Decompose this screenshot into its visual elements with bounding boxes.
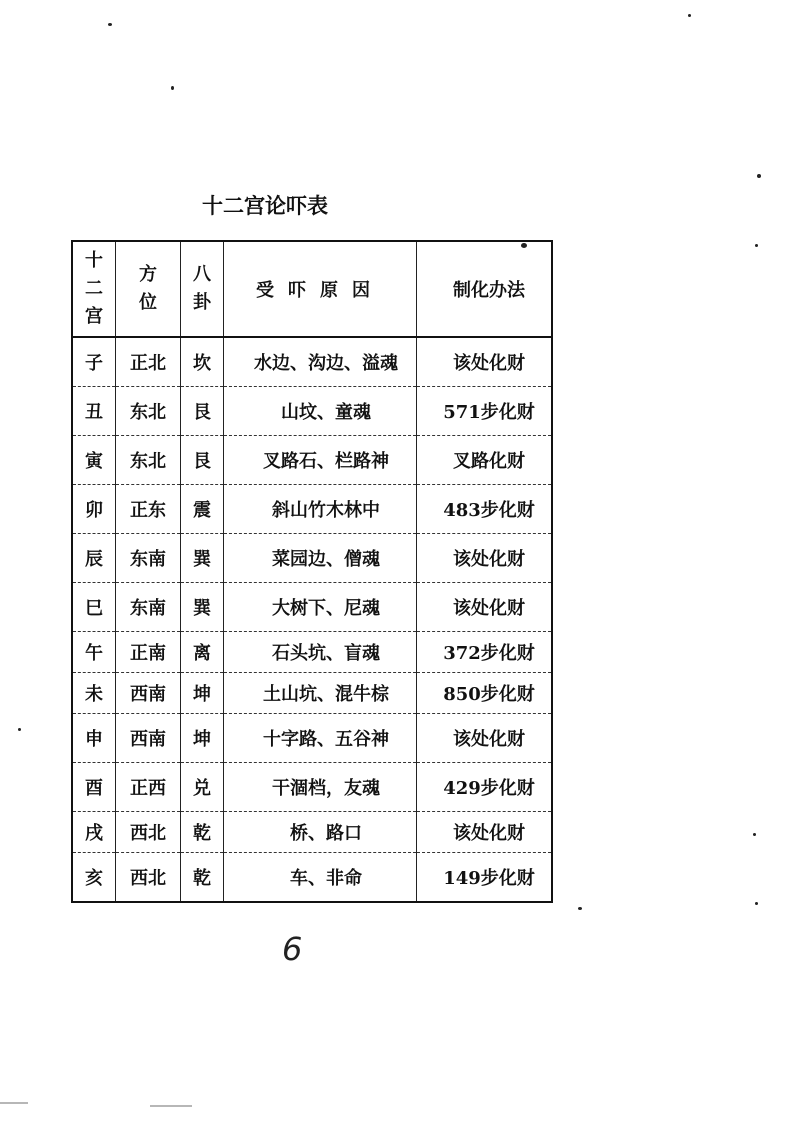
cell-direction: 西南 [116, 673, 181, 714]
cell-palace: 子 [72, 337, 116, 387]
cell-cause: 斜山竹木林中 [224, 485, 417, 534]
table-row [72, 673, 552, 714]
cell-palace: 巳 [72, 583, 116, 632]
table-title: 十二宫论吓表 [202, 194, 328, 218]
scan-speck [688, 14, 691, 17]
table-row [72, 632, 552, 673]
table-row [72, 534, 552, 583]
cell-cause: 菜园边、僧魂 [224, 534, 417, 583]
cell-palace: 酉 [72, 763, 116, 812]
cell-cause: 大树下、尼魂 [224, 583, 417, 632]
cell-palace: 午 [72, 632, 116, 673]
cell-direction: 东南 [116, 583, 181, 632]
table-row [72, 853, 552, 903]
table-row [72, 812, 552, 853]
cell-remedy: 该处化财 [417, 812, 553, 853]
table-row [72, 714, 552, 763]
cell-cause: 干涸档，友魂 [224, 763, 417, 812]
cell-palace: 申 [72, 714, 116, 763]
cell-remedy: 叉路化财 [417, 436, 553, 485]
header-trigram: 八卦 [181, 241, 224, 337]
header-cause: 受吓原因 [224, 241, 417, 337]
cell-trigram: 坤 [181, 673, 224, 714]
cell-palace: 辰 [72, 534, 116, 583]
cell-direction: 正东 [116, 485, 181, 534]
cell-cause: 十字路、五谷神 [224, 714, 417, 763]
table-row [72, 583, 552, 632]
page-number: 6 [282, 930, 303, 968]
cell-remedy: 该处化财 [417, 583, 553, 632]
table-row [72, 436, 552, 485]
cell-trigram: 巽 [181, 534, 224, 583]
cell-palace: 寅 [72, 436, 116, 485]
table-row [72, 763, 552, 812]
cell-trigram: 坎 [181, 337, 224, 387]
table-header-row [72, 241, 552, 337]
cell-direction: 正西 [116, 763, 181, 812]
scan-speck [18, 728, 21, 731]
table-row [72, 387, 552, 436]
cell-cause: 水边、沟边、溢魂 [224, 337, 417, 387]
cell-remedy: 该处化财 [417, 714, 553, 763]
header-direction: 方位 [116, 241, 181, 337]
scan-smudge [150, 1105, 192, 1107]
scan-speck [755, 902, 758, 905]
scan-speck [521, 243, 527, 248]
scan-speck [757, 174, 761, 178]
scan-speck [171, 86, 174, 90]
cell-remedy: 该处化财 [417, 337, 553, 387]
cell-direction: 正北 [116, 337, 181, 387]
cell-palace: 丑 [72, 387, 116, 436]
cell-palace: 卯 [72, 485, 116, 534]
cell-direction: 正南 [116, 632, 181, 673]
header-remedy: 制化办法 [417, 241, 553, 337]
cell-trigram: 乾 [181, 853, 224, 903]
cell-cause: 石头坑、盲魂 [224, 632, 417, 673]
cell-direction: 东北 [116, 387, 181, 436]
scan-speck [755, 244, 758, 247]
scan-smudge [0, 1102, 28, 1104]
cell-trigram: 震 [181, 485, 224, 534]
cell-remedy: 571步化财 [417, 387, 553, 436]
cell-direction: 东南 [116, 534, 181, 583]
scan-speck [578, 907, 582, 910]
cell-direction: 西北 [116, 853, 181, 903]
cell-trigram: 乾 [181, 812, 224, 853]
table-row [72, 485, 552, 534]
cell-cause: 车、非命 [224, 853, 417, 903]
cell-trigram: 巽 [181, 583, 224, 632]
cell-remedy: 该处化财 [417, 534, 553, 583]
twelve-palaces-table [71, 240, 553, 903]
cell-remedy: 429步化财 [417, 763, 553, 812]
cell-palace: 未 [72, 673, 116, 714]
cell-remedy: 483步化财 [417, 485, 553, 534]
cell-cause: 土山坑、混牛棕 [224, 673, 417, 714]
cell-trigram: 离 [181, 632, 224, 673]
cell-direction: 西南 [116, 714, 181, 763]
cell-remedy: 850步化财 [417, 673, 553, 714]
cell-trigram: 艮 [181, 387, 224, 436]
scan-speck [108, 23, 112, 26]
cell-palace: 亥 [72, 853, 116, 903]
cell-trigram: 艮 [181, 436, 224, 485]
cell-trigram: 兑 [181, 763, 224, 812]
cell-direction: 东北 [116, 436, 181, 485]
cell-cause: 桥、路口 [224, 812, 417, 853]
cell-cause: 叉路石、栏路神 [224, 436, 417, 485]
cell-cause: 山坟、童魂 [224, 387, 417, 436]
cell-trigram: 坤 [181, 714, 224, 763]
cell-palace: 戌 [72, 812, 116, 853]
cell-remedy: 149步化财 [417, 853, 553, 903]
cell-direction: 西北 [116, 812, 181, 853]
scan-speck [753, 833, 756, 836]
header-palace: 十二宫 [72, 241, 116, 337]
cell-remedy: 372步化财 [417, 632, 553, 673]
table-row [72, 337, 552, 387]
